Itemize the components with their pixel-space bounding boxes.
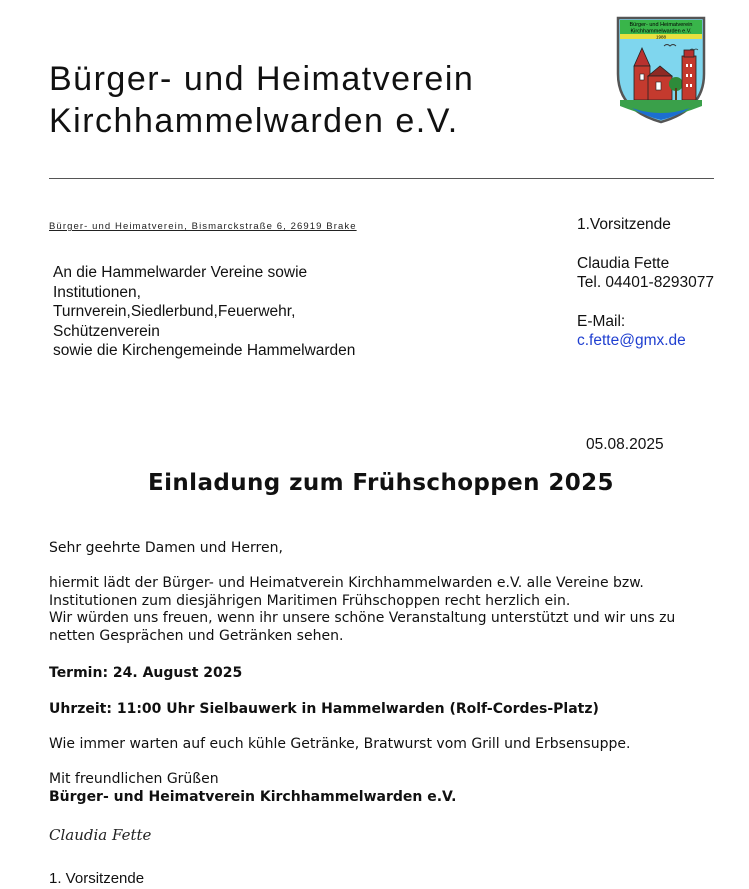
body-line: netten Gesprächen und Getränken sehen.	[49, 627, 344, 644]
logo-text-mid: Kirchhammelwarden e.V.	[630, 28, 692, 35]
letterhead-title-line1: Bürger- und Heimatverein	[49, 60, 475, 98]
salutation: Sehr geehrte Damen und Herren,	[49, 540, 283, 556]
logo-text-top: Bürger- und Heimatverein	[629, 22, 693, 28]
body-line: Institutionen zum diesjährigen Maritimen Frühschoppen recht herzlich ein.	[49, 592, 571, 609]
contact-role: 1.Vorsitzende	[577, 216, 671, 233]
closing-greeting: Mit freundlichen Grüßen	[49, 771, 219, 787]
contact-phone: Tel. 04401-8293077	[577, 274, 715, 292]
signatory-role: 1. Vorsitzende	[49, 870, 145, 887]
recipient-line: sowie die Kirchengemeinde Hammelwarden	[53, 342, 356, 360]
recipient-line: Turnverein,Siedlerbund,Feuerwehr,	[53, 303, 296, 321]
letterhead-title-line2: Kirchhammelwarden e.V.	[49, 102, 459, 140]
coat-of-arms-icon	[612, 14, 710, 126]
closing-organization: Bürger- und Heimatverein Kirchhammelwarden e.V.	[49, 788, 457, 805]
contact-email-label: E-Mail:	[577, 312, 626, 330]
recipient-line: Institutionen,	[53, 283, 141, 301]
letter-heading: Einladung zum Frühschoppen 2025	[148, 470, 614, 496]
event-time-location: Uhrzeit: 11:00 Uhr Sielbauwerk in Hammelwarden (Rolf-Cordes-Platz)	[49, 701, 599, 717]
recipient-line: An die Hammelwarder Vereine sowie	[53, 264, 308, 281]
body-paragraph	[49, 575, 675, 645]
closing-note: Wie immer warten auf euch kühle Getränke, Bratwurst vom Grill und Erbsensuppe.	[49, 736, 631, 752]
body-line: hiermit lädt der Bürger- und Heimatverein Kirchhammelwarden e.V. alle Vereine bzw.	[49, 575, 644, 591]
letterhead-divider	[49, 178, 714, 179]
event-date: Termin: 24. August 2025	[49, 665, 243, 681]
body-line: Wir würden uns freuen, wenn ihr unsere schöne Veranstaltung unterstützt und wir uns zu	[49, 610, 676, 626]
recipient-address	[53, 263, 483, 361]
recipient-line: Schützenverein	[53, 322, 160, 340]
contact-block	[577, 215, 714, 351]
association-logo	[612, 14, 710, 126]
contact-name: Claudia Fette	[577, 254, 670, 272]
sender-address-line: Bürger- und Heimatverein, Bismarckstraße 6, 26919 Brake	[49, 221, 357, 232]
closing-greeting-block	[49, 771, 456, 806]
logo-year: 1988	[655, 34, 667, 40]
handwritten-signature: Claudia Fette	[49, 826, 152, 844]
contact-email-link[interactable]: c.fette@gmx.de	[577, 332, 686, 350]
letterhead-title	[49, 58, 474, 142]
letter-date: 05.08.2025	[586, 436, 664, 453]
